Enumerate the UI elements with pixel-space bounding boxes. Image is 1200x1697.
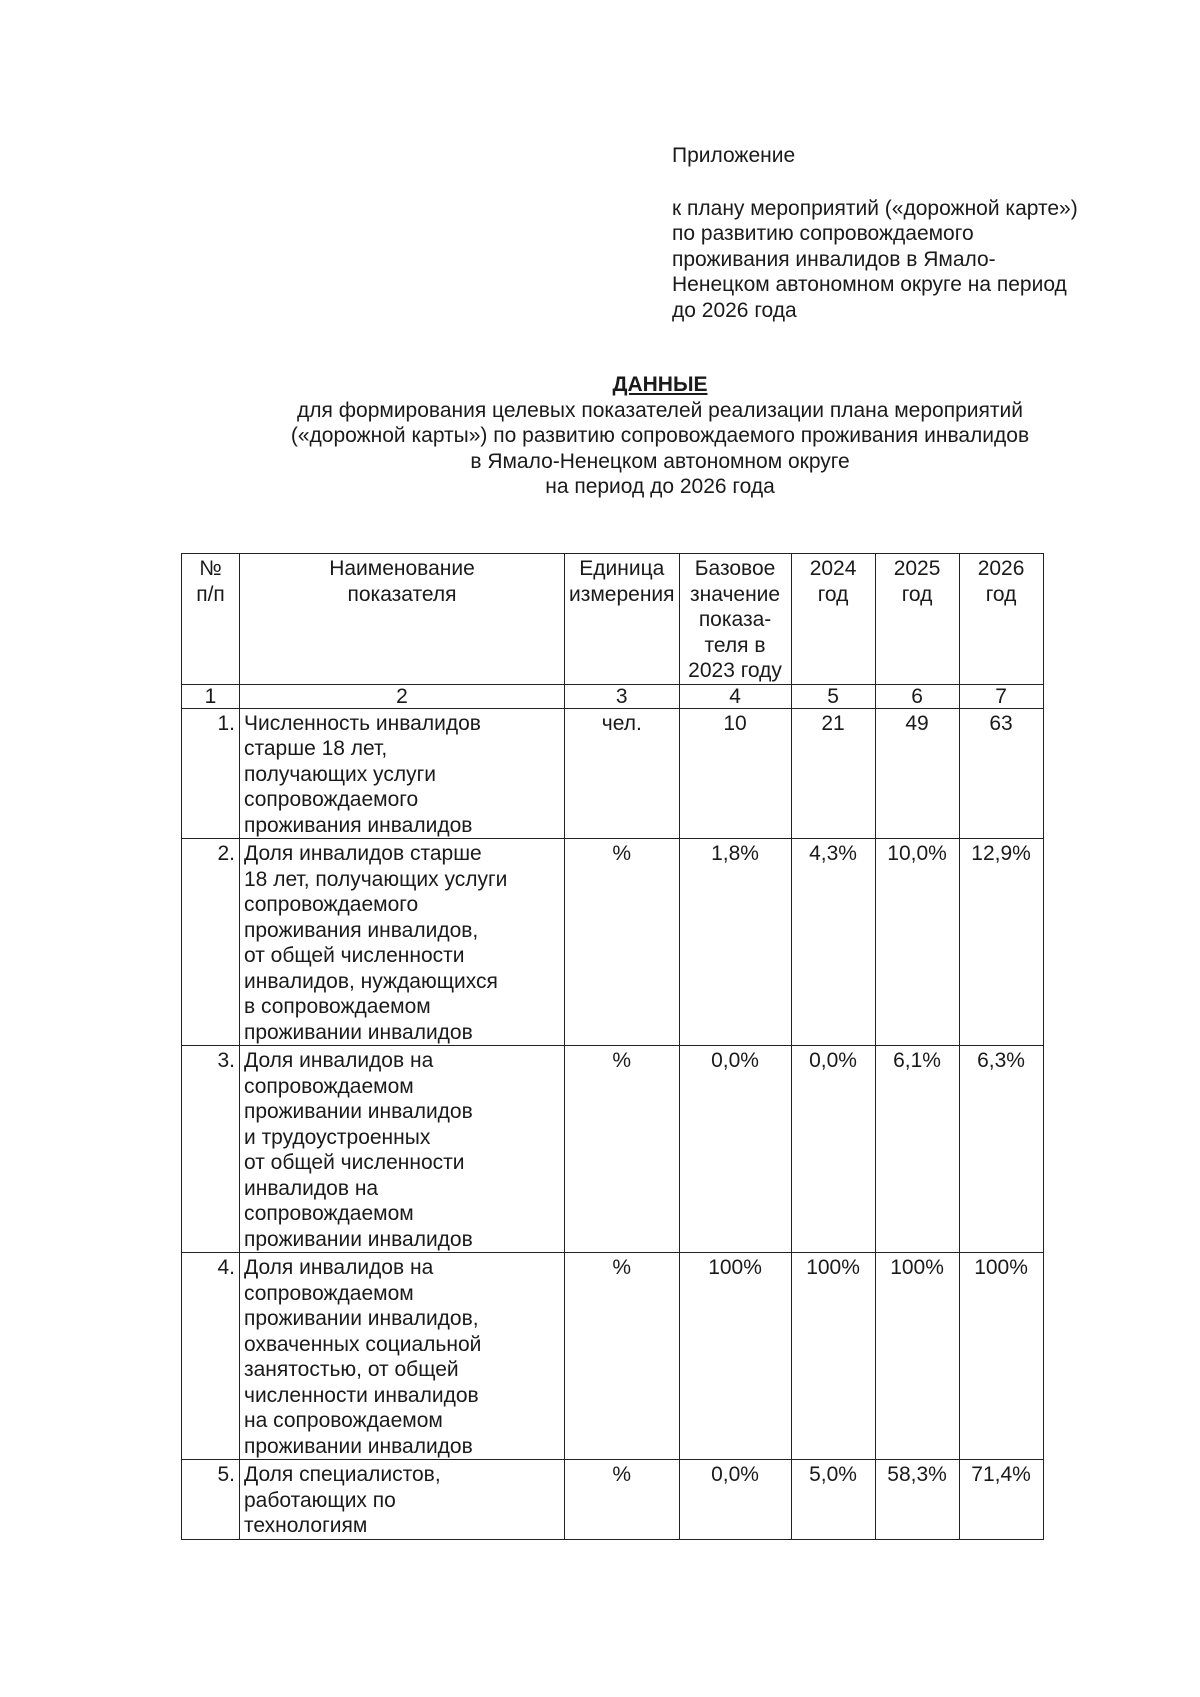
- indicators-table: [181, 553, 1044, 1540]
- indicator-name-line: сопровождаемом: [244, 1202, 414, 1225]
- indicator-name-line: на сопровождаемом: [244, 1409, 443, 1432]
- appendix-caption: Приложение: [672, 144, 796, 167]
- row-number: 3.: [182, 1046, 240, 1253]
- base-value-cell: 0,0%: [679, 1460, 791, 1540]
- year-2025-cell: 58,3%: [875, 1460, 959, 1540]
- year-2026-cell: 100%: [959, 1253, 1043, 1460]
- year-2024-cell: 100%: [791, 1253, 875, 1460]
- indicator-name: [240, 1253, 565, 1460]
- year-2025-cell: 6,1%: [875, 1046, 959, 1253]
- column-number: 7: [959, 684, 1043, 708]
- year-2025-cell: 100%: [875, 1253, 959, 1460]
- title-subtitle-line: («дорожной карты») по развитию сопровождаемого проживания инвалидов: [290, 424, 1030, 447]
- row-number: 4.: [182, 1253, 240, 1460]
- column-number: 6: [875, 684, 959, 708]
- indicator-name-line: технологиям: [244, 1514, 368, 1537]
- header-num-line: №: [199, 557, 222, 580]
- header-name-line: показателя: [347, 582, 457, 606]
- title-heading: ДАННЫЕ: [612, 373, 708, 396]
- header-base-value: [679, 554, 791, 685]
- column-number: 2: [240, 684, 565, 708]
- base-value-cell: 1,8%: [679, 839, 791, 1046]
- appendix-reference-line: к плану мероприятий («дорожной карте»): [672, 196, 1078, 220]
- indicator-name-line: проживании инвалидов,: [244, 1307, 479, 1330]
- indicator-name-line: проживании инвалидов: [244, 1020, 473, 1044]
- row-number: 2.: [182, 839, 240, 1046]
- header-base-line: Базовое: [694, 557, 776, 580]
- header-name: [240, 554, 565, 685]
- indicator-name-line: Доля инвалидов старше: [244, 842, 482, 865]
- header-year-line: год: [817, 582, 849, 606]
- appendix-reference: [672, 196, 1142, 324]
- table-row: [182, 708, 1044, 839]
- header-num-line: п/п: [196, 582, 225, 606]
- title-subtitle-line: на период до 2026 года: [545, 475, 775, 498]
- row-number: 1.: [182, 708, 240, 839]
- appendix-reference-line: Ненецком автономном округе на период: [672, 273, 1067, 296]
- indicator-name-line: Доля специалистов,: [244, 1463, 441, 1486]
- table-row: [182, 839, 1044, 1046]
- unit-cell: %: [565, 1253, 680, 1460]
- header-unit-line: измерения: [569, 582, 675, 606]
- indicator-name-line: инвалидов на: [244, 1176, 379, 1200]
- title-subtitle-line: в Ямало-Ненецком автономном округе: [470, 449, 850, 473]
- indicator-name-line: старше 18 лет,: [244, 737, 388, 760]
- column-number: 1: [182, 684, 240, 708]
- indicator-name-line: в сопровождаемом: [244, 995, 431, 1018]
- indicator-name-line: работающих по: [244, 1488, 396, 1512]
- indicator-name-line: Численность инвалидов: [244, 711, 481, 735]
- indicator-name-line: и трудоустроенных: [244, 1125, 431, 1149]
- indicator-name-line: проживании инвалидов: [244, 1434, 473, 1458]
- indicator-name-line: Доля инвалидов на: [244, 1049, 434, 1072]
- indicator-name: [240, 1046, 565, 1253]
- header-name-line: Наименование: [329, 557, 475, 580]
- indicator-name-line: Доля инвалидов на: [244, 1256, 434, 1279]
- year-2024-cell: 5,0%: [791, 1460, 875, 1540]
- indicator-name-line: занятостью, от общей: [244, 1358, 459, 1381]
- indicator-name-line: от общей численности: [244, 1151, 465, 1174]
- year-2024-cell: 4,3%: [791, 839, 875, 1046]
- header-year-line: год: [901, 582, 933, 606]
- indicator-name-line: численности инвалидов: [244, 1383, 479, 1407]
- row-number: 5.: [182, 1460, 240, 1540]
- appendix-reference-line: проживания инвалидов в Ямало-: [672, 247, 996, 271]
- column-number: 5: [791, 684, 875, 708]
- table-row: [182, 1253, 1044, 1460]
- indicator-name: [240, 708, 565, 839]
- table-row: [182, 1460, 1044, 1540]
- indicator-name-line: получающих услуги: [244, 762, 436, 786]
- indicator-name-line: сопровождаемого: [244, 893, 419, 916]
- title-subtitle-line: для формирования целевых показателей реализации плана мероприятий: [297, 398, 1023, 422]
- indicator-name-line: инвалидов, нуждающихся: [244, 969, 498, 993]
- header-num: [182, 554, 240, 685]
- year-2024-cell: 21: [791, 708, 875, 839]
- indicator-name-line: проживания инвалидов: [244, 813, 473, 837]
- column-number: 4: [679, 684, 791, 708]
- header-year-line: 2025: [893, 557, 941, 580]
- header-base-line: значение: [690, 582, 781, 606]
- unit-cell: чел.: [565, 708, 680, 839]
- table-row: [182, 1046, 1044, 1253]
- header-unit: [565, 554, 680, 685]
- indicator-name: [240, 1460, 565, 1540]
- indicator-name-line: проживании инвалидов: [244, 1227, 473, 1251]
- indicator-name-line: сопровождаемого: [244, 788, 419, 811]
- base-value-cell: 100%: [679, 1253, 791, 1460]
- indicator-name: [240, 839, 565, 1046]
- indicator-name-line: 18 лет, получающих услуги: [244, 867, 508, 891]
- year-2024-cell: 0,0%: [791, 1046, 875, 1253]
- base-value-cell: 0,0%: [679, 1046, 791, 1253]
- document-title: [170, 372, 1150, 500]
- header-base-line: теля в: [704, 633, 766, 657]
- header-year-line: 2026: [977, 557, 1025, 580]
- unit-cell: %: [565, 1460, 680, 1540]
- header-year-line: год: [985, 582, 1017, 606]
- indicator-name-line: проживания инвалидов,: [244, 918, 479, 942]
- header-year-2026: [959, 554, 1043, 685]
- table-header-row: [182, 554, 1044, 685]
- indicator-name-line: проживании инвалидов: [244, 1100, 473, 1123]
- year-2026-cell: 71,4%: [959, 1460, 1043, 1540]
- header-unit-line: Единица: [579, 557, 665, 580]
- column-number-row: [182, 684, 1044, 708]
- indicator-name-line: сопровождаемом: [244, 1074, 414, 1098]
- header-year-line: 2024: [809, 557, 857, 580]
- indicator-name-line: от общей численности: [244, 944, 465, 967]
- header-base-line: 2023 году: [688, 659, 782, 682]
- appendix-reference-line: до 2026 года: [672, 298, 797, 322]
- header-base-line: показа-: [698, 608, 772, 631]
- year-2026-cell: 6,3%: [959, 1046, 1043, 1253]
- year-2025-cell: 49: [875, 708, 959, 839]
- column-number: 3: [565, 684, 680, 708]
- indicator-name-line: сопровождаемом: [244, 1281, 414, 1305]
- appendix-reference-line: по развитию сопровождаемого: [672, 222, 974, 245]
- year-2026-cell: 63: [959, 708, 1043, 839]
- year-2025-cell: 10,0%: [875, 839, 959, 1046]
- indicator-name-line: охваченных социальной: [244, 1332, 482, 1356]
- header-year-2025: [875, 554, 959, 685]
- year-2026-cell: 12,9%: [959, 839, 1043, 1046]
- unit-cell: %: [565, 1046, 680, 1253]
- base-value-cell: 10: [679, 708, 791, 839]
- header-year-2024: [791, 554, 875, 685]
- appendix-note: [672, 143, 1142, 323]
- unit-cell: %: [565, 839, 680, 1046]
